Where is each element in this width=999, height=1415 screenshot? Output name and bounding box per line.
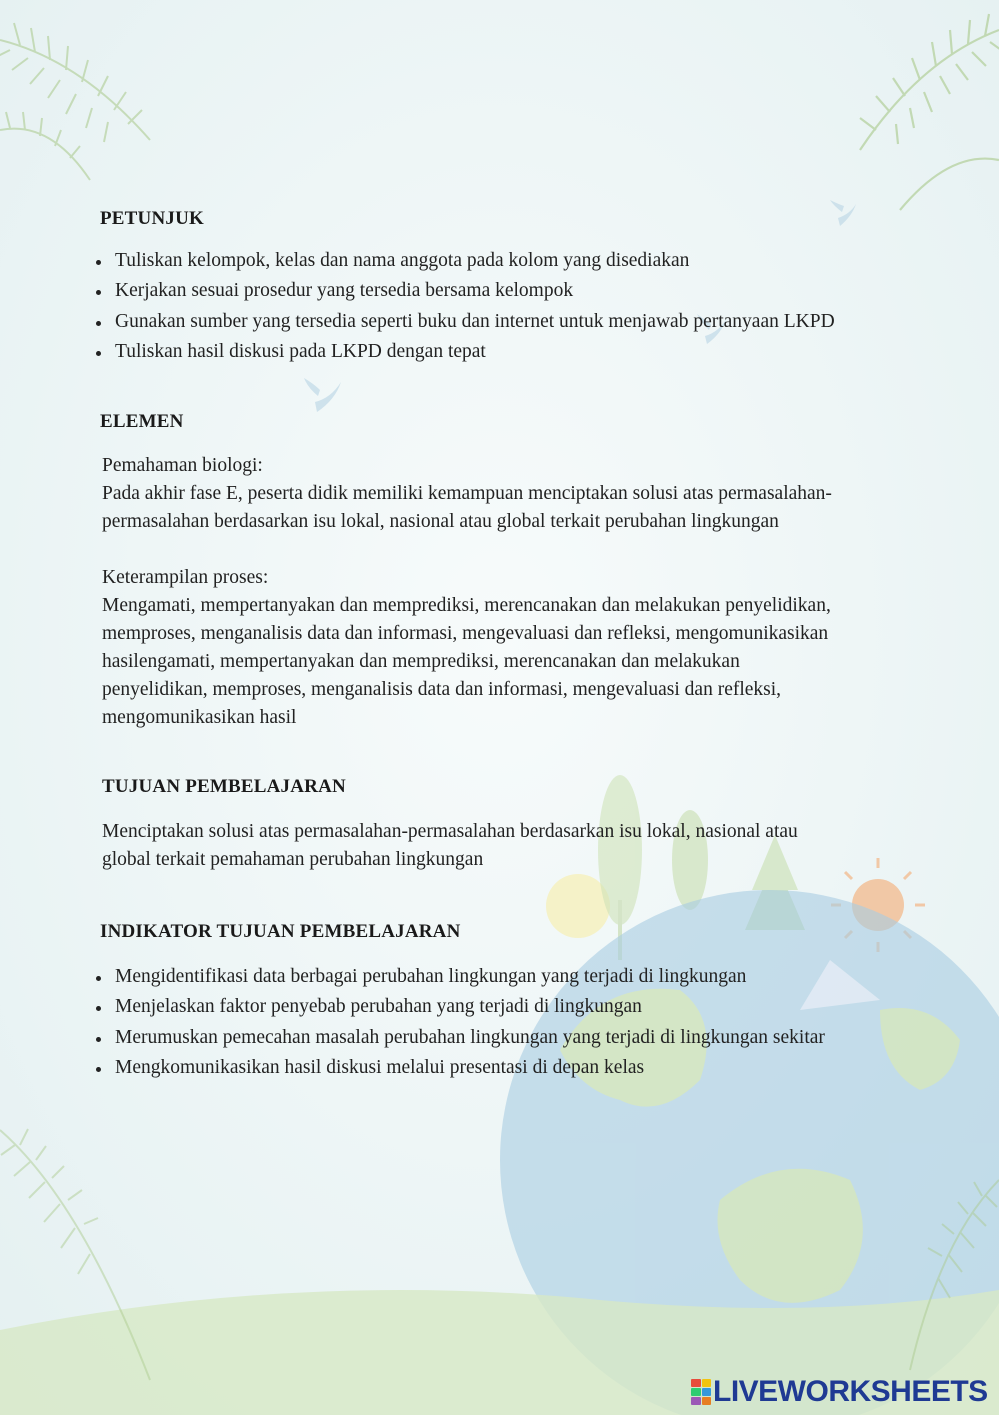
- paragraph-line: permasalahan berdasarkan isu lokal, nasional atau global terkait perubahan lingkungan: [102, 511, 779, 532]
- list-item: Tuliskan kelompok, kelas dan nama anggota pada kolom yang disediakan: [96, 246, 835, 276]
- list-item: Menjelaskan faktor penyebab perubahan yang terjadi di lingkungan: [96, 992, 825, 1022]
- paragraph-line: memproses, menganalisis data dan informasi, mengevaluasi dan refleksi, mengomunikasikan: [102, 623, 829, 644]
- paragraph-line: penyelidikan, memproses, menganalisis data dan informasi, mengevaluasi dan refleksi,: [102, 679, 782, 700]
- keterampilan-label: Keterampilan proses:: [102, 567, 269, 588]
- section-title-elemen: ELEMEN: [100, 411, 184, 432]
- paragraph-line: hasilengamati, mempertanyakan dan memprediksi, merencanakan dan melakukan: [102, 651, 740, 672]
- logo-text: LIVEWORKSHEETS: [713, 1375, 988, 1408]
- section-title-petunjuk: PETUNJUK: [100, 208, 204, 229]
- list-item: Gunakan sumber yang tersedia seperti buku dan internet untuk menjawab pertanyaan LKPD: [96, 307, 835, 337]
- paragraph-line: Mengamati, mempertanyakan dan memprediksi, merencanakan dan melakukan penyelidikan,: [102, 595, 831, 616]
- pemahaman-label: Pemahaman biologi:: [102, 455, 263, 476]
- elemen-pemahaman: [102, 452, 832, 536]
- list-item: Kerjakan sesuai prosedur yang tersedia bersama kelompok: [96, 276, 835, 306]
- paragraph-line: Pada akhir fase E, peserta didik memiliki kemampuan menciptakan solusi atas permasalahan-: [102, 483, 832, 504]
- indikator-list: [96, 962, 825, 1083]
- liveworksheets-logo[interactable]: [691, 1375, 988, 1409]
- paragraph-line: Menciptakan solusi atas permasalahan-permasalahan berdasarkan isu lokal, nasional atau: [102, 821, 798, 842]
- section-title-indikator: INDIKATOR TUJUAN PEMBELAJARAN: [100, 921, 461, 942]
- paragraph-line: mengomunikasikan hasil: [102, 707, 297, 728]
- petunjuk-list: [96, 246, 835, 367]
- list-item: Tuliskan hasil diskusi pada LKPD dengan tepat: [96, 337, 835, 367]
- list-item: Mengidentifikasi data berbagai perubahan lingkungan yang terjadi di lingkungan: [96, 962, 825, 992]
- list-item: Mengkomunikasikan hasil diskusi melalui presentasi di depan kelas: [96, 1053, 825, 1083]
- list-item: Merumuskan pemecahan masalah perubahan lingkungan yang terjadi di lingkungan sekitar: [96, 1023, 825, 1053]
- section-title-tujuan: TUJUAN PEMBELAJARAN: [102, 776, 346, 797]
- elemen-keterampilan: [102, 564, 831, 732]
- paragraph-line: global terkait pemahaman perubahan lingkungan: [102, 849, 484, 870]
- liveworksheets-logo-icon: [691, 1379, 711, 1405]
- tujuan-paragraph: [102, 818, 798, 874]
